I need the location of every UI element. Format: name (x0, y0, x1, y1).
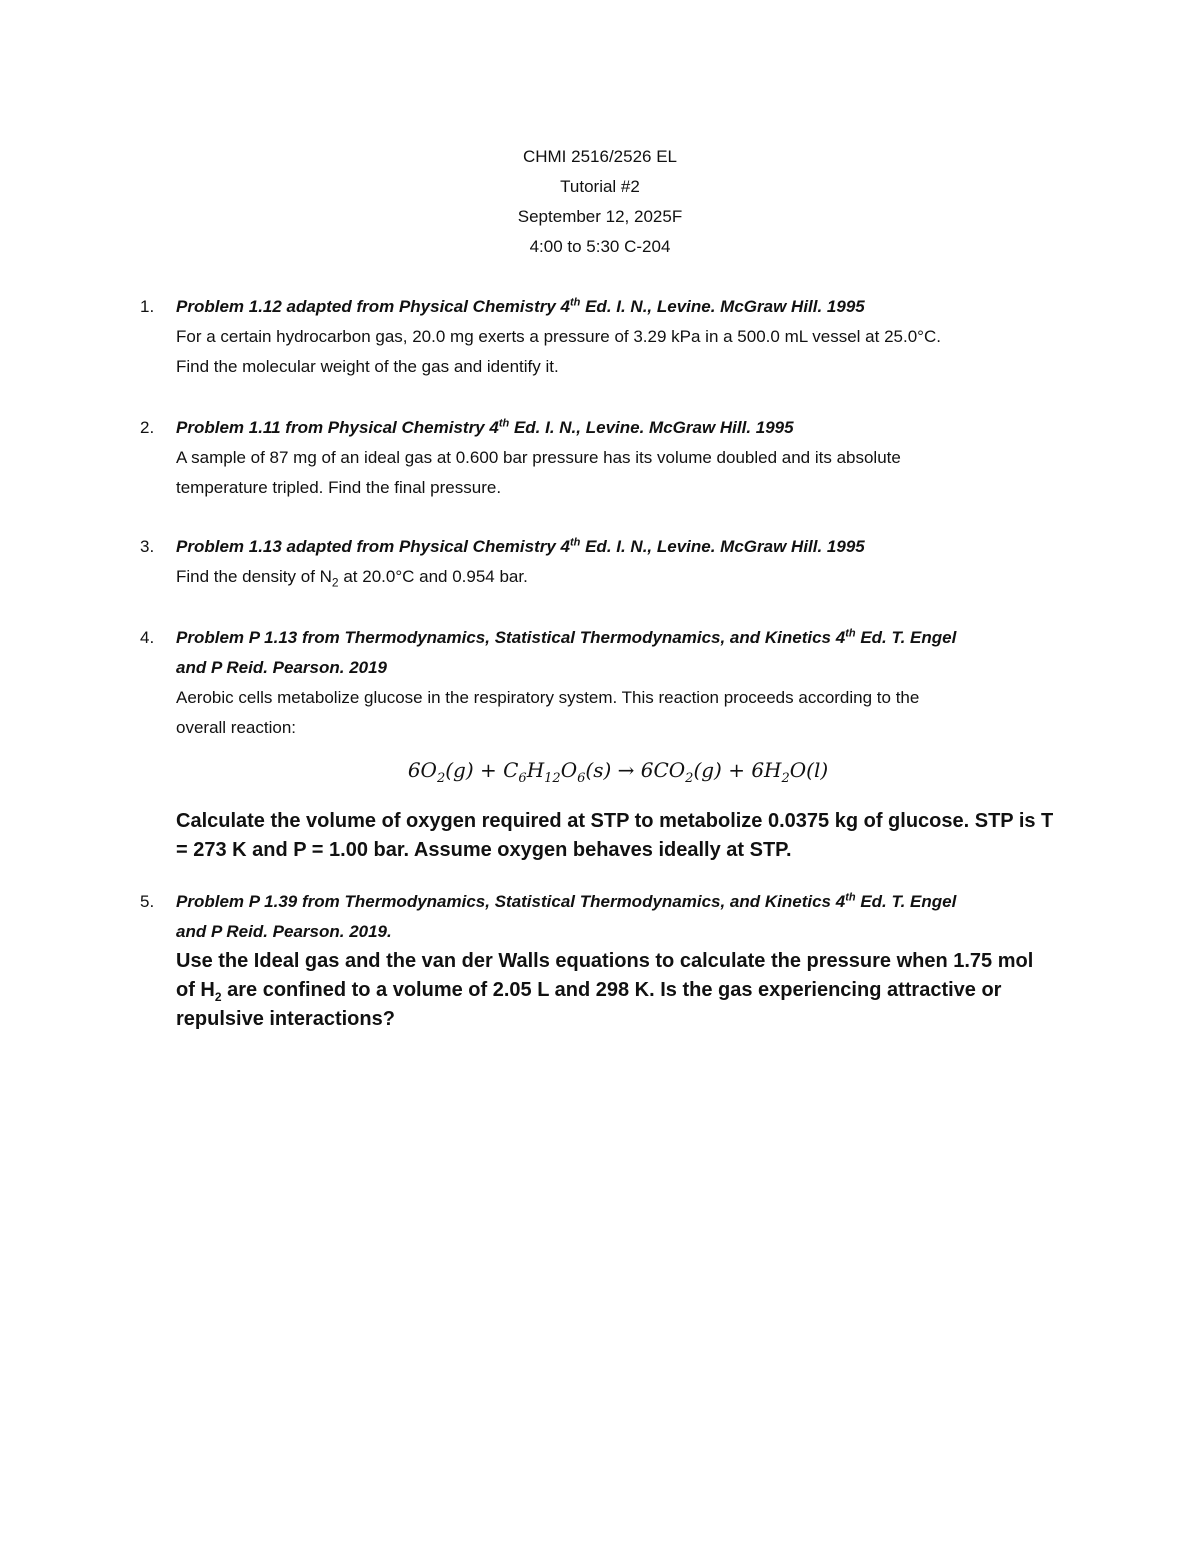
problem-source: Problem P 1.13 from Thermodynamics, Statistical Thermodynamics, and Kinetics 4th Ed. T. Engel (176, 627, 957, 647)
tutorial-number: Tutorial #2 (560, 177, 640, 196)
problem-number: 1. (140, 297, 155, 316)
problem-number: 2. (140, 418, 155, 437)
problem-text-line: overall reaction: (176, 718, 297, 737)
problem-text-line: For a certain hydrocarbon gas, 20.0 mg exerts a pressure of 3.29 kPa in a 500.0 mL vessel at 25.0°C. (176, 327, 941, 346)
problem-4 (140, 623, 1060, 865)
problem-text-line: Find the density of $N_2$ at 20.0°C and 0.954 bar. (176, 567, 528, 590)
document-header (0, 142, 1200, 262)
tutorial-date: September 12, 2025F (517, 207, 683, 226)
problem-text-line: Find the molecular weight of the gas and identify it. (176, 357, 559, 376)
problem-text-line: A sample of 87 mg of an ideal gas at 0.600 bar pressure has its volume doubled and its absolute (176, 448, 901, 467)
problem-source: Problem 1.11 from Physical Chemistry 4th Ed. I. N., Levine. McGraw Hill. 1995 (176, 417, 794, 437)
problem-number: 4. (140, 628, 155, 647)
problem-question-line: of $H_2$ are confined to a volume of 2.05 L and 298 K. Is the gas experiencing attractive or (176, 979, 1002, 1004)
problem-source-continued: and P Reid. Pearson. 2019. (176, 922, 392, 941)
problem-2 (140, 413, 1060, 503)
course-code: CHMI 2516/2526 EL (522, 147, 678, 166)
problem-question-line: repulsive interactions? (176, 1008, 395, 1030)
problem-source: Problem 1.12 adapted from Physical Chemistry 4th Ed. I. N., Levine. McGraw Hill. 1995 (176, 296, 865, 316)
problem-number: 5. (140, 892, 155, 911)
problem-5 (140, 887, 1060, 1034)
problem-text-line: Aerobic cells metabolize glucose in the respiratory system. This reaction proceeds according to the (176, 688, 920, 707)
problem-source-continued: and P Reid. Pearson. 2019 (176, 658, 388, 677)
problem-1 (140, 292, 1060, 382)
problem-question-line: = 273 K and P = 1.00 bar. Assume oxygen behaves ideally at STP. (176, 839, 792, 861)
glucose-reaction-equation: $6O_2(g) + C_6H_{12}O_6(s) \to 6CO_2(g) + 6H_2O(l)$ (407, 758, 829, 786)
problem-question-line: Calculate the volume of oxygen required at STP to metabolize 0.0375 kg of glucose. STP is T (176, 810, 1054, 832)
problem-question-line: Use the Ideal gas and the van der Walls equations to calculate the pressure when 1.75 mol (176, 950, 1034, 972)
problem-text-line: temperature tripled. Find the final pressure. (176, 478, 502, 497)
problem-number: 3. (140, 537, 155, 556)
time-and-room: 4:00 to 5:30 C-204 (529, 237, 671, 256)
problem-3 (140, 532, 1060, 592)
problem-source: Problem 1.13 adapted from Physical Chemistry 4th Ed. I. N., Levine. McGraw Hill. 1995 (176, 536, 865, 556)
problem-source: Problem P 1.39 from Thermodynamics, Statistical Thermodynamics, and Kinetics 4th Ed. T. Engel (176, 891, 957, 911)
